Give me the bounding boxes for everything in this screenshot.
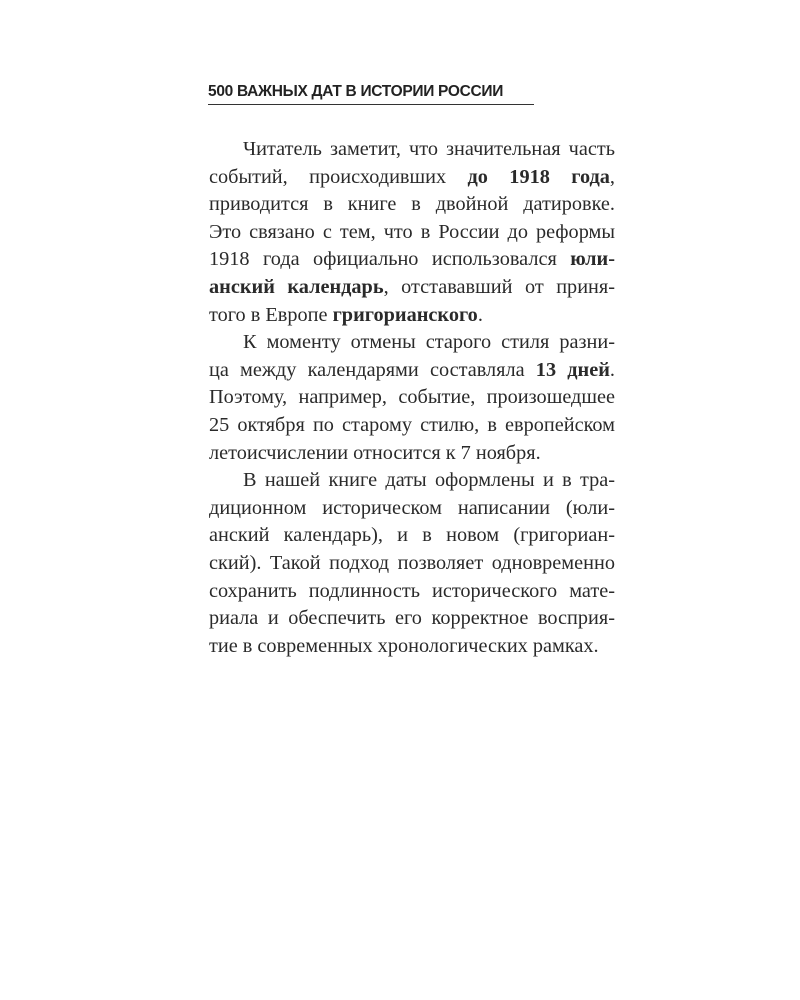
- emphasis-gregorian: григорианского: [332, 303, 478, 326]
- paragraph-1: [209, 136, 615, 329]
- emphasis-julian-cont: анский календарь: [209, 275, 384, 298]
- paragraph-2: [209, 329, 615, 467]
- text-line: событий, происходивших до 1918 года,: [209, 165, 615, 188]
- text-line: анский календарь, отстававший от приня-: [209, 275, 615, 298]
- text-line: ский). Такой подход позволяет одновременно: [209, 551, 615, 574]
- body-text: [209, 136, 615, 660]
- emphasis-julian: юли-: [570, 248, 615, 271]
- text-line: 1918 года официально использовался юли-: [209, 248, 615, 271]
- text-line: риала и обеспечить его корректное восприя-: [209, 607, 615, 630]
- emphasis-date: до 1918 года: [467, 165, 610, 188]
- emphasis-13-days: 13 дней: [535, 358, 610, 381]
- text-line: К моменту отмены старого стиля разни-: [243, 331, 615, 354]
- paragraph-3: [209, 467, 615, 660]
- text-line: приводится в книге в двойной датировке.: [209, 193, 615, 216]
- text-line: Читатель заметит, что значительная часть: [243, 138, 615, 160]
- text-line: тие в современных хронологических рамках.: [209, 634, 599, 657]
- text-line: сохранить подлинность исторического мате-: [209, 579, 615, 602]
- text-line: анский календарь), и в новом (григориан-: [209, 524, 615, 547]
- text-line: ца между календарями составляла 13 дней.: [209, 358, 615, 381]
- book-title: 500 ВАЖНЫХ ДАТ В ИСТОРИИ РОССИИ: [208, 83, 504, 100]
- text-line: 25 октября по старому стилю, в европейском: [209, 413, 615, 436]
- text-line: летоисчислении относится к 7 ноября.: [209, 441, 541, 464]
- text-line: того в Европе григорианского.: [209, 303, 483, 326]
- header-rule: [208, 104, 534, 105]
- text-line: В нашей книге даты оформлены и в тра-: [243, 469, 615, 492]
- running-header: [208, 82, 534, 105]
- text-line: Это связано с тем, что в России до реформы: [209, 220, 615, 243]
- text-line: Поэтому, например, событие, произошедшее: [209, 386, 615, 409]
- text-line: диционном историческом написании (юли-: [209, 496, 615, 519]
